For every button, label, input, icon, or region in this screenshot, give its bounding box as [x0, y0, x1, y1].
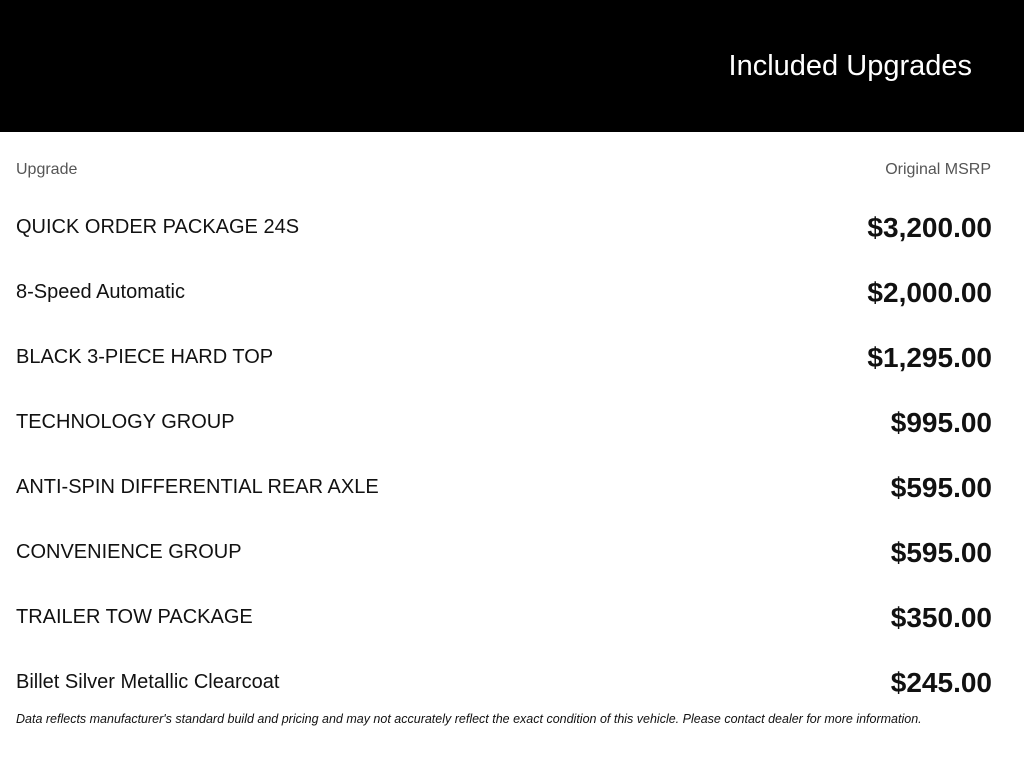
upgrade-price: $2,000.00	[867, 276, 992, 308]
list-item	[16, 455, 992, 520]
upgrade-name: ANTI-SPIN DIFFERENTIAL REAR AXLE	[16, 476, 379, 498]
upgrade-name: CONVENIENCE GROUP	[16, 541, 242, 563]
column-header-msrp: Original MSRP	[885, 161, 991, 178]
upgrade-name: TRAILER TOW PACKAGE	[16, 606, 253, 628]
upgrade-name: TECHNOLOGY GROUP	[16, 411, 235, 433]
upgrade-price: $1,295.00	[867, 341, 992, 373]
list-item	[16, 520, 992, 585]
upgrade-name: 8-Speed Automatic	[16, 281, 185, 303]
upgrade-name: BLACK 3-PIECE HARD TOP	[16, 346, 274, 368]
list-item	[16, 390, 992, 455]
list-item	[16, 650, 992, 715]
column-header-upgrade: Upgrade	[16, 161, 78, 178]
upgrade-price: $3,200.00	[867, 211, 992, 243]
upgrade-price: $245.00	[890, 666, 992, 698]
upgrade-price: $595.00	[890, 471, 992, 503]
upgrade-price: $350.00	[890, 601, 992, 633]
upgrade-price: $595.00	[890, 536, 992, 568]
list-item	[16, 195, 992, 260]
upgrades-list	[16, 195, 992, 715]
list-item	[16, 585, 992, 650]
page-title: Included Upgrades	[728, 50, 972, 82]
list-item	[16, 260, 992, 325]
header-bar	[0, 0, 1024, 132]
disclaimer-text: Data reflects manufacturer's standard build and pricing and may not accurately reflect the exact condition of this vehicle. Please contact dealer for more information.	[16, 712, 922, 726]
upgrade-name: Billet Silver Metallic Clearcoat	[16, 671, 280, 693]
list-item	[16, 325, 992, 390]
upgrade-price: $995.00	[890, 406, 992, 438]
upgrade-name: QUICK ORDER PACKAGE 24S	[16, 216, 300, 238]
